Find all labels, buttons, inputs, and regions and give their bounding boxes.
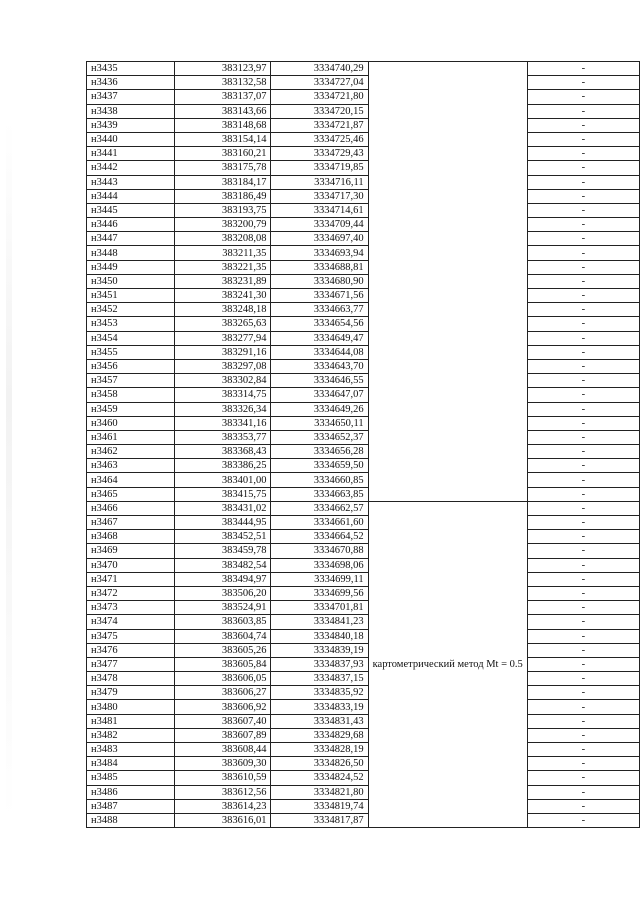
table-row	[87, 672, 640, 686]
x-coordinate-cell: 383482,54	[175, 558, 271, 572]
table-row	[87, 203, 640, 217]
table-row	[87, 118, 640, 132]
dash-cell: -	[527, 232, 639, 246]
dash-cell: -	[527, 743, 639, 757]
point-name-cell: н3453	[87, 317, 175, 331]
dash-cell: -	[527, 629, 639, 643]
point-name-cell: н3462	[87, 445, 175, 459]
table-row	[87, 785, 640, 799]
table-row	[87, 76, 640, 90]
x-coordinate-cell: 383506,20	[175, 586, 271, 600]
y-coordinate-cell: 3334699,56	[271, 586, 368, 600]
x-coordinate-cell: 383175,78	[175, 161, 271, 175]
point-name-cell: н3452	[87, 303, 175, 317]
dash-cell: -	[527, 161, 639, 175]
dash-cell: -	[527, 118, 639, 132]
point-name-cell: н3449	[87, 260, 175, 274]
x-coordinate-cell: 383148,68	[175, 118, 271, 132]
table-row	[87, 62, 640, 76]
y-coordinate-cell: 3334661,60	[271, 516, 368, 530]
dash-cell: -	[527, 445, 639, 459]
x-coordinate-cell: 383616,01	[175, 813, 271, 827]
dash-cell: -	[527, 813, 639, 827]
table-row	[87, 345, 640, 359]
dash-cell: -	[527, 785, 639, 799]
y-coordinate-cell: 3334729,43	[271, 147, 368, 161]
x-coordinate-cell: 383607,89	[175, 728, 271, 742]
y-coordinate-cell: 3334663,77	[271, 303, 368, 317]
dash-cell: -	[527, 487, 639, 501]
y-coordinate-cell: 3334837,15	[271, 672, 368, 686]
table-row	[87, 572, 640, 586]
dash-cell: -	[527, 686, 639, 700]
y-coordinate-cell: 3334660,85	[271, 473, 368, 487]
x-coordinate-cell: 383211,35	[175, 246, 271, 260]
point-name-cell: н3467	[87, 516, 175, 530]
y-coordinate-cell: 3334826,50	[271, 757, 368, 771]
dash-cell: -	[527, 303, 639, 317]
table-row	[87, 317, 640, 331]
dash-cell: -	[527, 246, 639, 260]
y-coordinate-cell: 3334727,04	[271, 76, 368, 90]
point-name-cell: н3459	[87, 402, 175, 416]
x-coordinate-cell: 383386,25	[175, 459, 271, 473]
table-row	[87, 161, 640, 175]
dash-cell: -	[527, 459, 639, 473]
point-name-cell: н3466	[87, 501, 175, 515]
dash-cell: -	[527, 501, 639, 515]
y-coordinate-cell: 3334649,47	[271, 331, 368, 345]
table-row	[87, 303, 640, 317]
y-coordinate-cell: 3334659,50	[271, 459, 368, 473]
dash-cell: -	[527, 643, 639, 657]
y-coordinate-cell: 3334837,93	[271, 657, 368, 671]
point-name-cell: н3465	[87, 487, 175, 501]
x-coordinate-cell: 383123,97	[175, 62, 271, 76]
y-coordinate-cell: 3334740,29	[271, 62, 368, 76]
table-row	[87, 586, 640, 600]
y-coordinate-cell: 3334831,43	[271, 714, 368, 728]
table-row	[87, 686, 640, 700]
point-name-cell: н3479	[87, 686, 175, 700]
dash-cell: -	[527, 544, 639, 558]
y-coordinate-cell: 3334701,81	[271, 601, 368, 615]
table-row	[87, 104, 640, 118]
dash-cell: -	[527, 388, 639, 402]
point-name-cell: н3451	[87, 289, 175, 303]
table-row	[87, 459, 640, 473]
x-coordinate-cell: 383603,85	[175, 615, 271, 629]
y-coordinate-cell: 3334714,61	[271, 203, 368, 217]
x-coordinate-cell: 383608,44	[175, 743, 271, 757]
x-coordinate-cell: 383132,58	[175, 76, 271, 90]
x-coordinate-cell: 383614,23	[175, 799, 271, 813]
dash-cell: -	[527, 374, 639, 388]
y-coordinate-cell: 3334664,52	[271, 530, 368, 544]
dash-cell: -	[527, 189, 639, 203]
y-coordinate-cell: 3334699,11	[271, 572, 368, 586]
x-coordinate-cell: 383459,78	[175, 544, 271, 558]
dash-cell: -	[527, 359, 639, 373]
table-row	[87, 416, 640, 430]
dash-cell: -	[527, 473, 639, 487]
table-row	[87, 544, 640, 558]
method-cell: картометрический метод Mt = 0.5	[368, 501, 527, 827]
point-name-cell: н3455	[87, 345, 175, 359]
dash-cell: -	[527, 218, 639, 232]
point-name-cell: н3435	[87, 62, 175, 76]
y-coordinate-cell: 3334670,88	[271, 544, 368, 558]
point-name-cell: н3485	[87, 771, 175, 785]
y-coordinate-cell: 3334829,68	[271, 728, 368, 742]
y-coordinate-cell: 3334720,15	[271, 104, 368, 118]
y-coordinate-cell: 3334680,90	[271, 274, 368, 288]
point-name-cell: н3438	[87, 104, 175, 118]
x-coordinate-cell: 383143,66	[175, 104, 271, 118]
x-coordinate-cell: 383444,95	[175, 516, 271, 530]
point-name-cell: н3487	[87, 799, 175, 813]
table-row	[87, 473, 640, 487]
point-name-cell: н3486	[87, 785, 175, 799]
point-name-cell: н3437	[87, 90, 175, 104]
x-coordinate-cell: 383606,05	[175, 672, 271, 686]
table-row	[87, 728, 640, 742]
x-coordinate-cell: 383353,77	[175, 430, 271, 444]
table-row	[87, 388, 640, 402]
table-row	[87, 714, 640, 728]
table-row	[87, 175, 640, 189]
table-row	[87, 799, 640, 813]
y-coordinate-cell: 3334819,74	[271, 799, 368, 813]
y-coordinate-cell: 3334824,52	[271, 771, 368, 785]
y-coordinate-cell: 3334654,56	[271, 317, 368, 331]
dash-cell: -	[527, 289, 639, 303]
point-name-cell: н3456	[87, 359, 175, 373]
y-coordinate-cell: 3334709,44	[271, 218, 368, 232]
table-row	[87, 757, 640, 771]
table-row	[87, 615, 640, 629]
point-name-cell: н3450	[87, 274, 175, 288]
point-name-cell: н3476	[87, 643, 175, 657]
dash-cell: -	[527, 615, 639, 629]
table-row	[87, 331, 640, 345]
dash-cell: -	[527, 586, 639, 600]
x-coordinate-cell: 383452,51	[175, 530, 271, 544]
point-name-cell: н3445	[87, 203, 175, 217]
dash-cell: -	[527, 416, 639, 430]
y-coordinate-cell: 3334698,06	[271, 558, 368, 572]
dash-cell: -	[527, 771, 639, 785]
table-row	[87, 90, 640, 104]
coordinates-table	[86, 61, 640, 828]
point-name-cell: н3480	[87, 700, 175, 714]
y-coordinate-cell: 3334643,70	[271, 359, 368, 373]
y-coordinate-cell: 3334817,87	[271, 813, 368, 827]
y-coordinate-cell: 3334646,55	[271, 374, 368, 388]
table-row	[87, 147, 640, 161]
dash-cell: -	[527, 714, 639, 728]
x-coordinate-cell: 383610,59	[175, 771, 271, 785]
dash-cell: -	[527, 317, 639, 331]
y-coordinate-cell: 3334649,26	[271, 402, 368, 416]
dash-cell: -	[527, 76, 639, 90]
point-name-cell: н3483	[87, 743, 175, 757]
point-name-cell: н3461	[87, 430, 175, 444]
table-row	[87, 601, 640, 615]
point-name-cell: н3441	[87, 147, 175, 161]
y-coordinate-cell: 3334833,19	[271, 700, 368, 714]
point-name-cell: н3471	[87, 572, 175, 586]
point-name-cell: н3457	[87, 374, 175, 388]
table-row	[87, 501, 640, 515]
y-coordinate-cell: 3334688,81	[271, 260, 368, 274]
point-name-cell: н3477	[87, 657, 175, 671]
y-coordinate-cell: 3334840,18	[271, 629, 368, 643]
y-coordinate-cell: 3334717,30	[271, 189, 368, 203]
table-row	[87, 374, 640, 388]
point-name-cell: н3470	[87, 558, 175, 572]
y-coordinate-cell: 3334828,19	[271, 743, 368, 757]
point-name-cell: н3436	[87, 76, 175, 90]
scan-edge-shadow	[6, 120, 12, 820]
dash-cell: -	[527, 175, 639, 189]
dash-cell: -	[527, 274, 639, 288]
point-name-cell: н3446	[87, 218, 175, 232]
y-coordinate-cell: 3334821,80	[271, 785, 368, 799]
x-coordinate-cell: 383241,30	[175, 289, 271, 303]
dash-cell: -	[527, 530, 639, 544]
x-coordinate-cell: 383606,92	[175, 700, 271, 714]
dash-cell: -	[527, 657, 639, 671]
table-row	[87, 132, 640, 146]
table-row	[87, 643, 640, 657]
point-name-cell: н3478	[87, 672, 175, 686]
x-coordinate-cell: 383605,84	[175, 657, 271, 671]
table-row	[87, 402, 640, 416]
method-cell-empty	[368, 62, 527, 502]
x-coordinate-cell: 383607,40	[175, 714, 271, 728]
y-coordinate-cell: 3334835,92	[271, 686, 368, 700]
x-coordinate-cell: 383326,34	[175, 402, 271, 416]
table-row	[87, 813, 640, 827]
x-coordinate-cell: 383341,16	[175, 416, 271, 430]
dash-cell: -	[527, 402, 639, 416]
point-name-cell: н3469	[87, 544, 175, 558]
table-row	[87, 700, 640, 714]
dash-cell: -	[527, 728, 639, 742]
dash-cell: -	[527, 203, 639, 217]
point-name-cell: н3463	[87, 459, 175, 473]
x-coordinate-cell: 383604,74	[175, 629, 271, 643]
table-row	[87, 232, 640, 246]
dash-cell: -	[527, 601, 639, 615]
x-coordinate-cell: 383314,75	[175, 388, 271, 402]
point-name-cell: н3460	[87, 416, 175, 430]
y-coordinate-cell: 3334652,37	[271, 430, 368, 444]
y-coordinate-cell: 3334656,28	[271, 445, 368, 459]
dash-cell: -	[527, 799, 639, 813]
table-row	[87, 246, 640, 260]
table-row	[87, 445, 640, 459]
point-name-cell: н3454	[87, 331, 175, 345]
x-coordinate-cell: 383291,16	[175, 345, 271, 359]
point-name-cell: н3443	[87, 175, 175, 189]
x-coordinate-cell: 383186,49	[175, 189, 271, 203]
point-name-cell: н3472	[87, 586, 175, 600]
point-name-cell: н3481	[87, 714, 175, 728]
y-coordinate-cell: 3334663,85	[271, 487, 368, 501]
point-name-cell: н3444	[87, 189, 175, 203]
point-name-cell: н3458	[87, 388, 175, 402]
x-coordinate-cell: 383494,97	[175, 572, 271, 586]
point-name-cell: н3468	[87, 530, 175, 544]
x-coordinate-cell: 383415,75	[175, 487, 271, 501]
x-coordinate-cell: 383137,07	[175, 90, 271, 104]
point-name-cell: н3482	[87, 728, 175, 742]
x-coordinate-cell: 383154,14	[175, 132, 271, 146]
y-coordinate-cell: 3334841,23	[271, 615, 368, 629]
table-row	[87, 487, 640, 501]
point-name-cell: н3448	[87, 246, 175, 260]
x-coordinate-cell: 383609,30	[175, 757, 271, 771]
x-coordinate-cell: 383221,35	[175, 260, 271, 274]
dash-cell: -	[527, 757, 639, 771]
x-coordinate-cell: 383265,63	[175, 317, 271, 331]
point-name-cell: н3488	[87, 813, 175, 827]
table-row	[87, 629, 640, 643]
table-row	[87, 289, 640, 303]
dash-cell: -	[527, 572, 639, 586]
x-coordinate-cell: 383302,84	[175, 374, 271, 388]
table-row	[87, 430, 640, 444]
x-coordinate-cell: 383248,18	[175, 303, 271, 317]
point-name-cell: н3473	[87, 601, 175, 615]
table-row	[87, 189, 640, 203]
y-coordinate-cell: 3334662,57	[271, 501, 368, 515]
table-row	[87, 743, 640, 757]
table-row	[87, 558, 640, 572]
dash-cell: -	[527, 516, 639, 530]
table-row	[87, 218, 640, 232]
point-name-cell: н3475	[87, 629, 175, 643]
y-coordinate-cell: 3334716,11	[271, 175, 368, 189]
x-coordinate-cell: 383160,21	[175, 147, 271, 161]
y-coordinate-cell: 3334644,08	[271, 345, 368, 359]
dash-cell: -	[527, 90, 639, 104]
x-coordinate-cell: 383605,26	[175, 643, 271, 657]
dash-cell: -	[527, 104, 639, 118]
point-name-cell: н3484	[87, 757, 175, 771]
point-name-cell: н3439	[87, 118, 175, 132]
x-coordinate-cell: 383277,94	[175, 331, 271, 345]
y-coordinate-cell: 3334719,85	[271, 161, 368, 175]
x-coordinate-cell: 383184,17	[175, 175, 271, 189]
x-coordinate-cell: 383297,08	[175, 359, 271, 373]
y-coordinate-cell: 3334721,87	[271, 118, 368, 132]
x-coordinate-cell: 383612,56	[175, 785, 271, 799]
x-coordinate-cell: 383231,89	[175, 274, 271, 288]
y-coordinate-cell: 3334697,40	[271, 232, 368, 246]
coordinates-table-body	[87, 62, 640, 828]
table-row	[87, 530, 640, 544]
dash-cell: -	[527, 62, 639, 76]
y-coordinate-cell: 3334671,56	[271, 289, 368, 303]
y-coordinate-cell: 3334693,94	[271, 246, 368, 260]
x-coordinate-cell: 383606,27	[175, 686, 271, 700]
dash-cell: -	[527, 331, 639, 345]
table-row	[87, 771, 640, 785]
y-coordinate-cell: 3334725,46	[271, 132, 368, 146]
point-name-cell: н3464	[87, 473, 175, 487]
dash-cell: -	[527, 558, 639, 572]
dash-cell: -	[527, 700, 639, 714]
table-row	[87, 359, 640, 373]
dash-cell: -	[527, 345, 639, 359]
x-coordinate-cell: 383208,08	[175, 232, 271, 246]
x-coordinate-cell: 383193,75	[175, 203, 271, 217]
point-name-cell: н3442	[87, 161, 175, 175]
x-coordinate-cell: 383524,91	[175, 601, 271, 615]
x-coordinate-cell: 383200,79	[175, 218, 271, 232]
dash-cell: -	[527, 260, 639, 274]
dash-cell: -	[527, 147, 639, 161]
dash-cell: -	[527, 430, 639, 444]
dash-cell: -	[527, 132, 639, 146]
y-coordinate-cell: 3334721,80	[271, 90, 368, 104]
table-row	[87, 657, 640, 671]
y-coordinate-cell: 3334647,07	[271, 388, 368, 402]
table-row	[87, 516, 640, 530]
table-row	[87, 274, 640, 288]
point-name-cell: н3447	[87, 232, 175, 246]
table-row	[87, 260, 640, 274]
dash-cell: -	[527, 672, 639, 686]
x-coordinate-cell: 383431,02	[175, 501, 271, 515]
x-coordinate-cell: 383401,00	[175, 473, 271, 487]
point-name-cell: н3440	[87, 132, 175, 146]
y-coordinate-cell: 3334839,19	[271, 643, 368, 657]
point-name-cell: н3474	[87, 615, 175, 629]
x-coordinate-cell: 383368,43	[175, 445, 271, 459]
y-coordinate-cell: 3334650,11	[271, 416, 368, 430]
